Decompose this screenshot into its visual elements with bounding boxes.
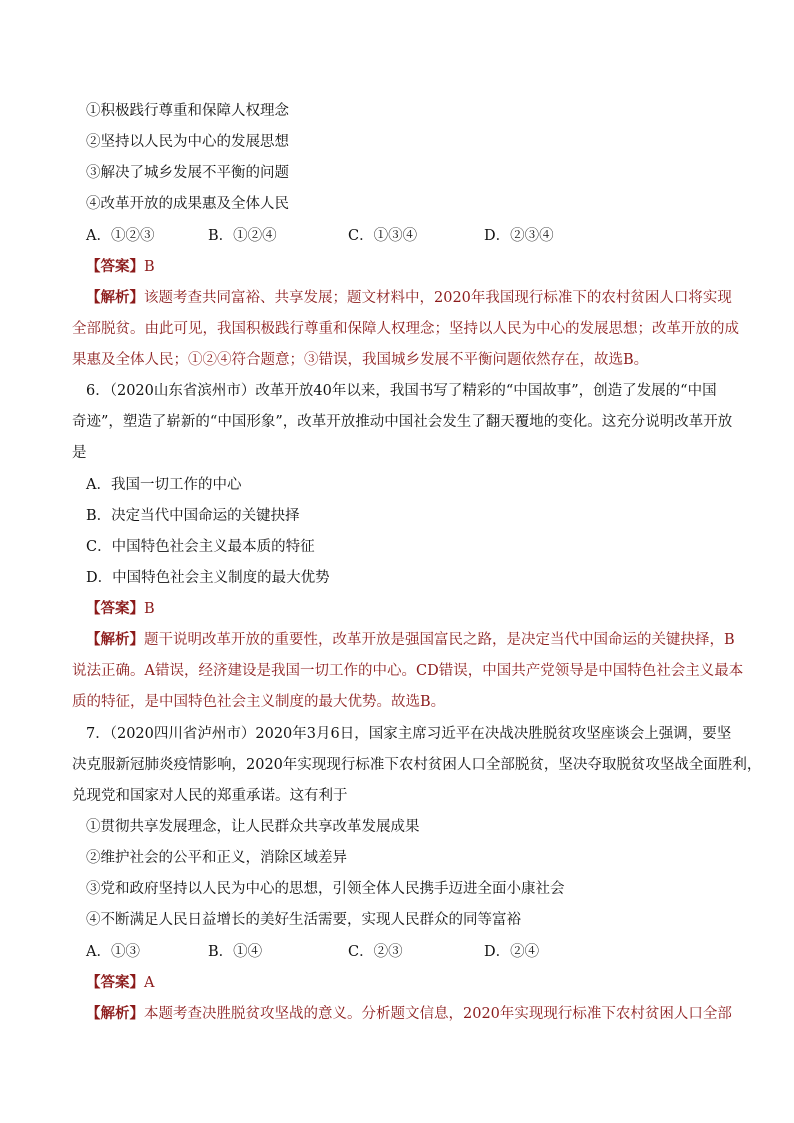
analysis-text: 本题考查决胜脱贫攻坚战的意义。分析题文信息，2020年实现现行标准下农村贫困人口全部 — [144, 1006, 732, 1022]
q5-option-c: C．①③④ — [348, 228, 418, 244]
q6-analysis-line-2: 说法正确。A错误，经济建设是我国一切工作的中心。CD错误，中国共产党领导是中国特色社会主义最本 — [72, 663, 744, 679]
q7-option-a: A．①③ — [86, 944, 140, 960]
q6-answer — [86, 599, 155, 619]
q5-analysis-line-2: 全部脱贫。由此可见，我国积极践行尊重和保障人权理念；坚持以人民为中心的发展思想；改革开放的成 — [72, 321, 739, 337]
answer-value: A — [144, 975, 155, 991]
q6-stem-line-1: 6．（2020山东省滨州市）改革开放40年以来，我国书写了精彩的“中国故事”，创造了发展的“中国 — [86, 383, 717, 399]
q6-analysis-line-1 — [86, 630, 735, 650]
analysis-text: 该题考查共同富裕、共享发展；题文材料中，2020年我国现行标准下的农村贫困人口将实现 — [144, 290, 732, 306]
q5-option-a: A．①②③ — [86, 228, 155, 244]
q7-stem-line-2: 决克服新冠肺炎疫情影响，2020年实现现行标准下农村贫困人口全部脱贫，坚决夺取脱贫攻坚战全面胜利， — [72, 757, 762, 773]
q7-stem-line-1: 7．（2020四川省泸州市）2020年3月6日，国家主席习近平在决战决胜脱贫攻坚座谈会上强调，要坚 — [86, 726, 732, 742]
analysis-tag: 【解析】 — [86, 631, 144, 648]
analysis-tag: 【解析】 — [86, 1005, 144, 1022]
q7-item-2: ②维护社会的公平和正义，消除区域差异 — [86, 850, 347, 866]
answer-tag: 【答案】 — [86, 600, 144, 617]
q7-item-3: ③党和政府坚持以人民为中心的思想，引领全体人民携手迈进全面小康社会 — [86, 881, 565, 897]
analysis-tag: 【解析】 — [86, 289, 144, 306]
q7-item-1: ①贯彻共享发展理念，让人民群众共享改革发展成果 — [86, 819, 420, 835]
q5-analysis-line-1 — [86, 288, 732, 308]
q5-analysis-line-3: 果惠及全体人民；①②④符合题意；③错误，我国城乡发展不平衡问题依然存在，故选B。 — [72, 352, 649, 368]
answer-tag: 【答案】 — [86, 974, 144, 991]
q5-item-2: ②坚持以人民为中心的发展思想 — [86, 134, 289, 150]
q6-stem-line-3: 是 — [72, 445, 87, 461]
q6-option-b: B．决定当代中国命运的关键抉择 — [86, 508, 300, 524]
q5-option-d: D．②③④ — [484, 228, 554, 244]
answer-tag: 【答案】 — [86, 258, 144, 275]
q5-item-3: ③解决了城乡发展不平衡的问题 — [86, 165, 289, 181]
q6-option-c: C．中国特色社会主义最本质的特征 — [86, 539, 315, 555]
q6-stem-line-2: 奇迹”，塑造了崭新的“中国形象”，改革开放推动中国社会发生了翻天覆地的变化。这充分说明改革开放 — [72, 414, 733, 430]
q6-option-d: D．中国特色社会主义制度的最大优势 — [86, 570, 330, 586]
q6-analysis-line-3: 质的特征，是中国特色社会主义制度的最大优势。故选B。 — [72, 694, 446, 710]
answer-value: B — [144, 259, 155, 275]
answer-value: B — [144, 601, 155, 617]
q5-item-1: ①积极践行尊重和保障人权理念 — [86, 103, 289, 119]
analysis-text: 题干说明改革开放的重要性，改革开放是强国富民之路，是决定当代中国命运的关键抉择，B — [144, 632, 735, 648]
q7-option-b: B．①④ — [208, 944, 263, 960]
q7-analysis-line-1 — [86, 1004, 732, 1024]
q7-item-4: ④不断满足人民日益增长的美好生活需要，实现人民群众的同等富裕 — [86, 912, 521, 928]
q6-option-a: A．我国一切工作的中心 — [86, 477, 242, 493]
q7-stem-line-3: 兑现党和国家对人民的郑重承诺。这有利于 — [72, 788, 348, 804]
q7-option-d: D．②④ — [484, 944, 540, 960]
q5-option-b: B．①②④ — [208, 228, 277, 244]
q7-answer — [86, 973, 154, 993]
q5-answer — [86, 257, 155, 277]
q7-option-c: C．②③ — [348, 944, 403, 960]
q5-item-4: ④改革开放的成果惠及全体人民 — [86, 196, 289, 212]
